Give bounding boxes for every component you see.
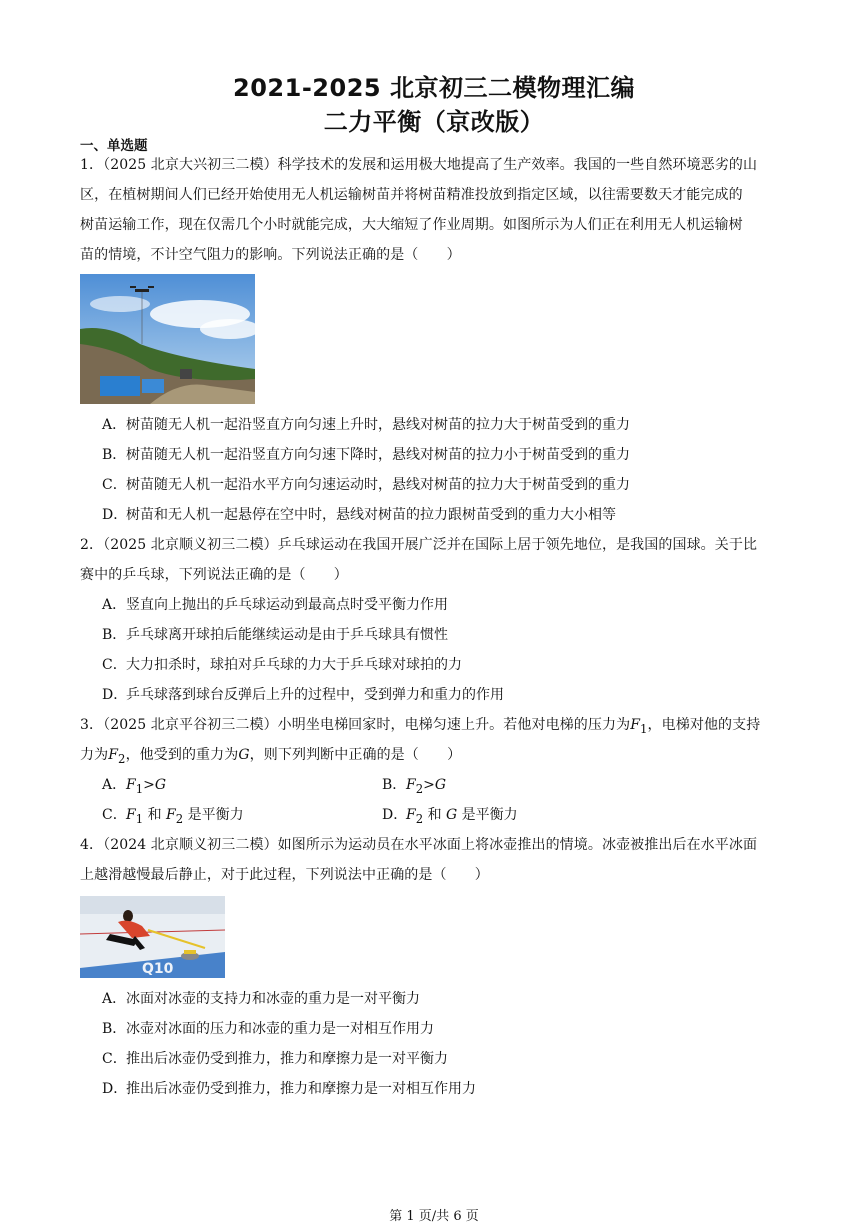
q3-option-b[interactable]: B．$F_2>G$ (382, 777, 447, 796)
q4-text-line: 上越滑越慢最后静止，对于此过程，下列说法中正确的是（ ） (80, 867, 489, 883)
q3-text-line: 3．（2025 北京平谷初三二模）小明坐电梯回家时，电梯匀速上升。若他对电梯的压力为$F_1$，电梯对他的支持 (80, 717, 761, 736)
q3-text-line: 力为$F_2$，他受到的重力为G，则下列判断中正确的是（ ） (80, 747, 462, 766)
q2-option-c[interactable]: C．大力扣杀时，球拍对乒乓球的力大于乒乓球对球拍的力 (102, 657, 462, 673)
q2-option-d[interactable]: D．乒乓球落到球台反弹后上升的过程中，受到弹力和重力的作用 (102, 687, 504, 703)
q4-text-line: 4．（2024 北京顺义初三二模）如图所示为运动员在水平冰面上将冰壶推出的情境。冰壶被推出后在水平冰面 (80, 837, 758, 853)
q1-option-c[interactable]: C．树苗随无人机一起沿水平方向匀速运动时，悬线对树苗的拉力大于树苗受到的重力 (102, 477, 630, 493)
svg-text:Q10: Q10 (142, 961, 174, 977)
page-subtitle: 二力平衡（京改版） (323, 108, 545, 136)
curling-photo (80, 896, 225, 978)
q1-text-line: 1．（2025 北京大兴初三二模）科学技术的发展和运用极大地提高了生产效率。我国的一些自然环境恶劣的山 (80, 157, 758, 173)
q1-text-line: 树苗运输工作，现在仅需几个小时就能完成，大大缩短了作业周期。如图所示为人们正在利用无人机运输树 (80, 217, 743, 233)
q2-option-a[interactable]: A．竖直向上抛出的乒乓球运动到最高点时受平衡力作用 (102, 597, 448, 613)
q4-option-b[interactable]: B．冰壶对冰面的压力和冰壶的重力是一对相互作用力 (102, 1021, 434, 1037)
drone-seedling-photo (80, 274, 255, 404)
page-title: 2021-2025 北京初三二模物理汇编 (233, 74, 635, 102)
q1-option-a[interactable]: A．树苗随无人机一起沿竖直方向匀速上升时，悬线对树苗的拉力大于树苗受到的重力 (102, 417, 630, 433)
q2-text-line: 赛中的乒乓球，下列说法正确的是（ ） (80, 567, 348, 583)
q1-text-line: 区，在植树期间人们已经开始使用无人机运输树苗并将树苗精准投放到指定区域，以往需要数天才能完成的 (80, 187, 743, 203)
q4-option-c[interactable]: C．推出后冰壶仍受到推力，推力和摩擦力是一对平衡力 (102, 1051, 448, 1067)
q3-option-d[interactable]: D．$F_2$ 和 G 是平衡力 (382, 807, 518, 826)
q4-option-d[interactable]: D．推出后冰壶仍受到推力，推力和摩擦力是一对相互作用力 (102, 1081, 476, 1097)
q2-option-b[interactable]: B．乒乓球离开球拍后能继续运动是由于乒乓球具有惯性 (102, 627, 448, 643)
q3-option-c[interactable]: C．$F_1$ 和 $F_2$ 是平衡力 (102, 807, 244, 826)
q3-option-a[interactable]: A．$F_1>G$ (102, 777, 167, 796)
q2-text-line: 2．（2025 北京顺义初三二模）乒乓球运动在我国开展广泛并在国际上居于领先地位，是我国的国球。关于比 (80, 537, 758, 553)
section-heading: 一、单选题 (80, 138, 148, 154)
q1-option-d[interactable]: D．树苗和无人机一起悬停在空中时，悬线对树苗的拉力跟树苗受到的重力大小相等 (102, 507, 616, 523)
page-number: 第 1 页/共 6 页 (389, 1209, 479, 1224)
q1-option-b[interactable]: B．树苗随无人机一起沿竖直方向匀速下降时，悬线对树苗的拉力小于树苗受到的重力 (102, 447, 630, 463)
q4-option-a[interactable]: A．冰面对冰壶的支持力和冰壶的重力是一对平衡力 (102, 991, 420, 1007)
q1-text-line: 苗的情境，不计空气阻力的影响。下列说法正确的是（ ） (80, 247, 461, 263)
